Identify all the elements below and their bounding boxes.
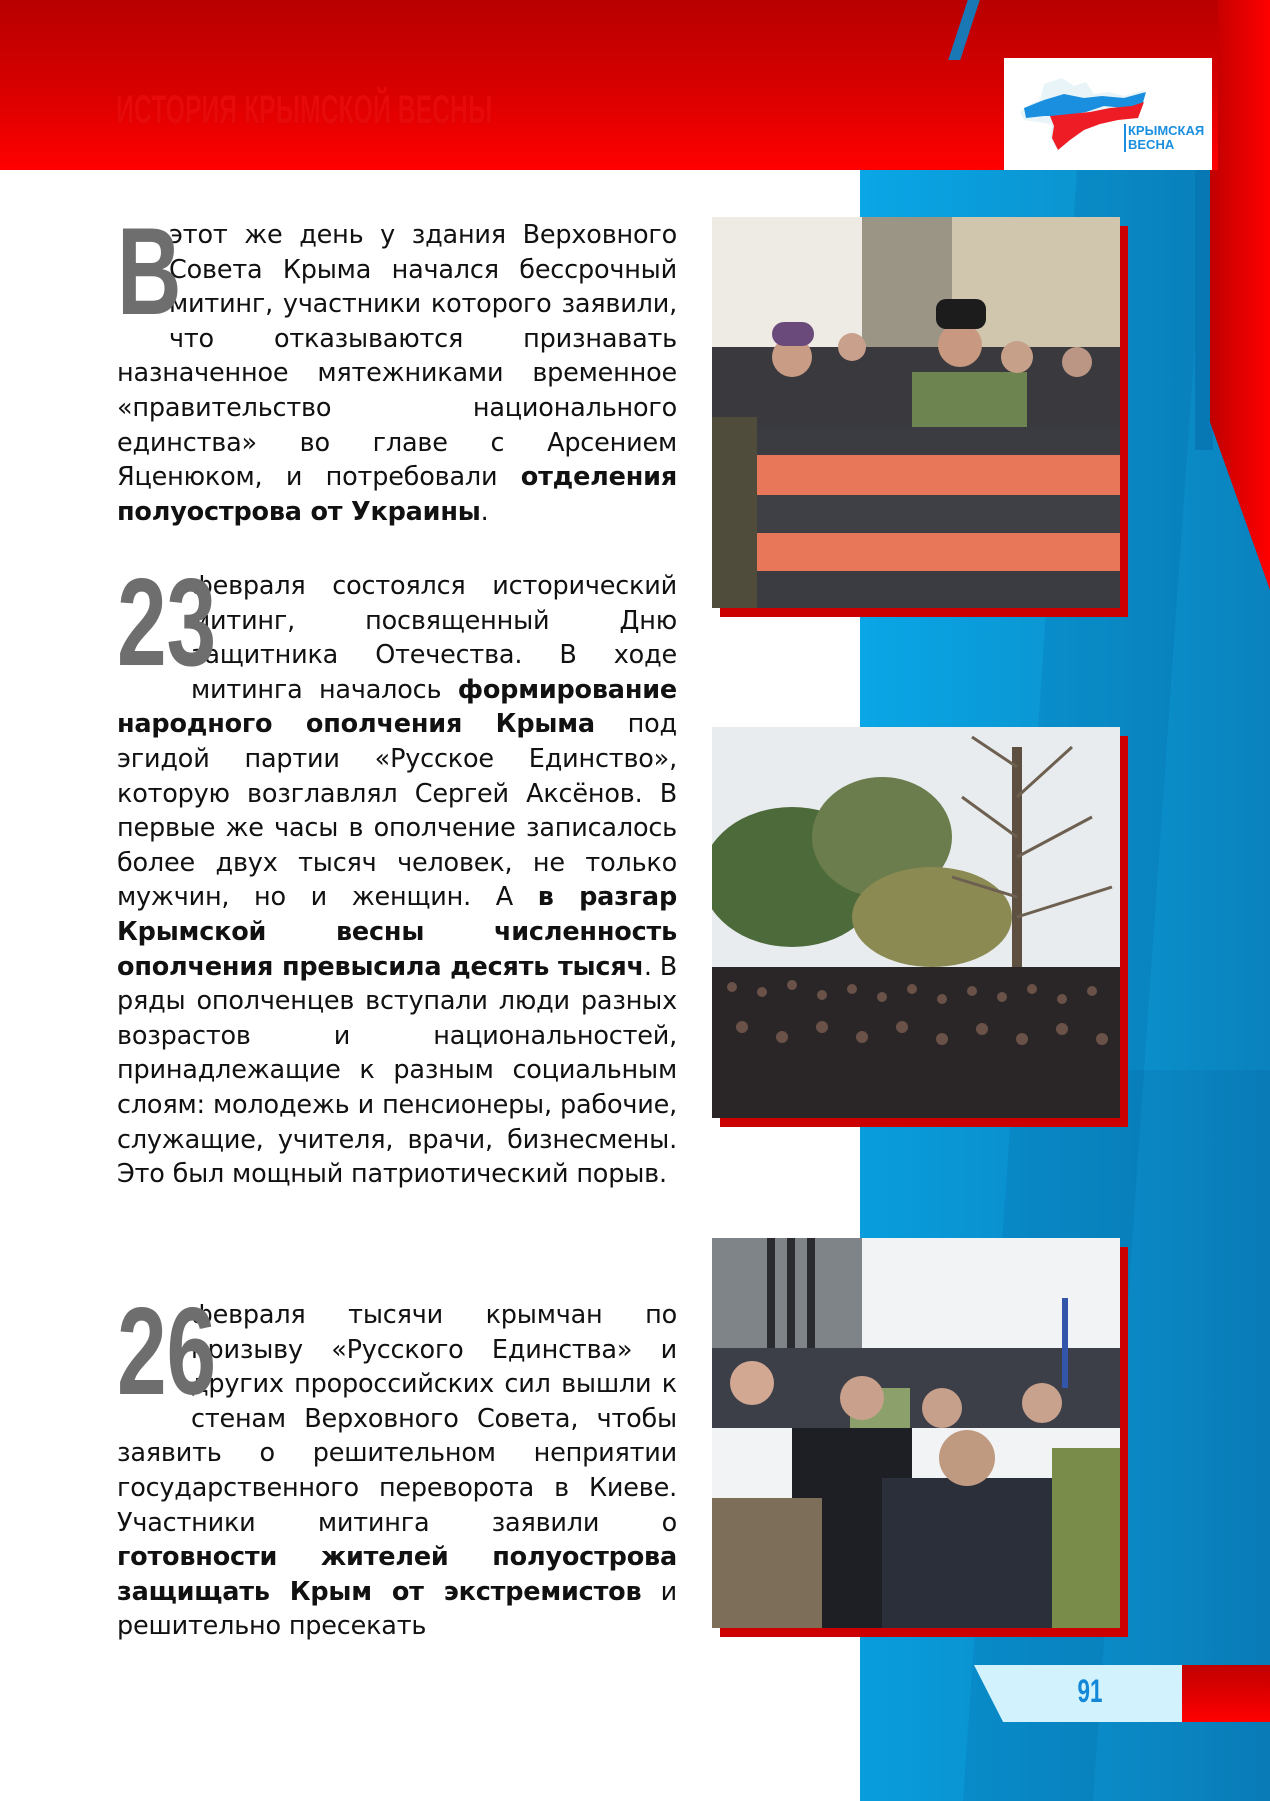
paragraph-2 [117, 554, 677, 1192]
bold-segment: готовности жителей полуострова защищать Крым от экстремистов [117, 1542, 677, 1607]
page-number: 91 [1077, 1673, 1103, 1709]
photo-leaders-crowd [712, 1238, 1120, 1628]
bold-segment: отделения полуострова от Украины [117, 462, 677, 527]
logo-line2: ВЕСНА [1128, 137, 1175, 152]
photo-image [712, 217, 1120, 608]
right-red-accent [1218, 0, 1270, 170]
photo-rally-ribbon-flag [712, 217, 1120, 608]
text-segment: и решительно пресекать [117, 1576, 677, 1642]
text-segment: . В ряды ополченцев вступали люди разных возрастов и национальностей, принадлежащие к разным социальным слоям: молодежь и пенсионеры, рабочие, служащие, учителя, врачи, бизнесмены. Это был мощный патриотический порыв. [117, 951, 677, 1190]
logo-text [1124, 124, 1204, 152]
page-number-red-accent [1182, 1665, 1270, 1722]
bold-segment: формирование народного ополчения Крыма [117, 674, 677, 740]
text-segment: под эгидой партии «Русское Единство», которую возглавлял Сергей Аксёнов. В первые же часы в ополчение записалось более двух тысяч человек, не только мужчин, но и женщин. А [117, 709, 677, 913]
dropcap: 23 [117, 554, 217, 692]
photo-crowd-trees [712, 727, 1120, 1118]
text-segment: февраля тысячи крымчан по призыву «Русского Единства» и других пророссийских сил вышли к стенам Верховного Совета, чтобы заявить о решительном неприятии государственного переворота в Киеве. Участники митинга заявили о [117, 1300, 677, 1538]
header-stripe [948, 0, 979, 60]
section-title: ИСТОРИЯ КРЫМСКОЙ ВЕСНЫ [116, 88, 493, 132]
photo-image [712, 727, 1120, 1118]
paragraph-3 [117, 1283, 677, 1644]
logo-line1: КРЫМСКАЯ [1128, 123, 1205, 138]
bold-segment: в разгар Крымской весны численность ополчения превысила десять тысяч [117, 882, 677, 982]
text-segment: этот же день у здания Верховного Совета Крыма начался бессрочный митинг, участники которого заявили, что отказываются признавать назначенное мятежниками временное «правительство национального единства» во главе с Арсением Яценюком, и потребовали [117, 220, 677, 493]
logo [1004, 58, 1212, 170]
text-segment: февраля состоялся исторический митинг, посвященный Дню защитника Отечества. В ходе митинга началось [191, 571, 677, 705]
paragraph-1 [117, 203, 677, 529]
text-segment: . [480, 496, 489, 527]
dropcap: В [117, 203, 182, 341]
dropcap: 26 [117, 1283, 217, 1421]
photo-image [712, 1238, 1120, 1628]
